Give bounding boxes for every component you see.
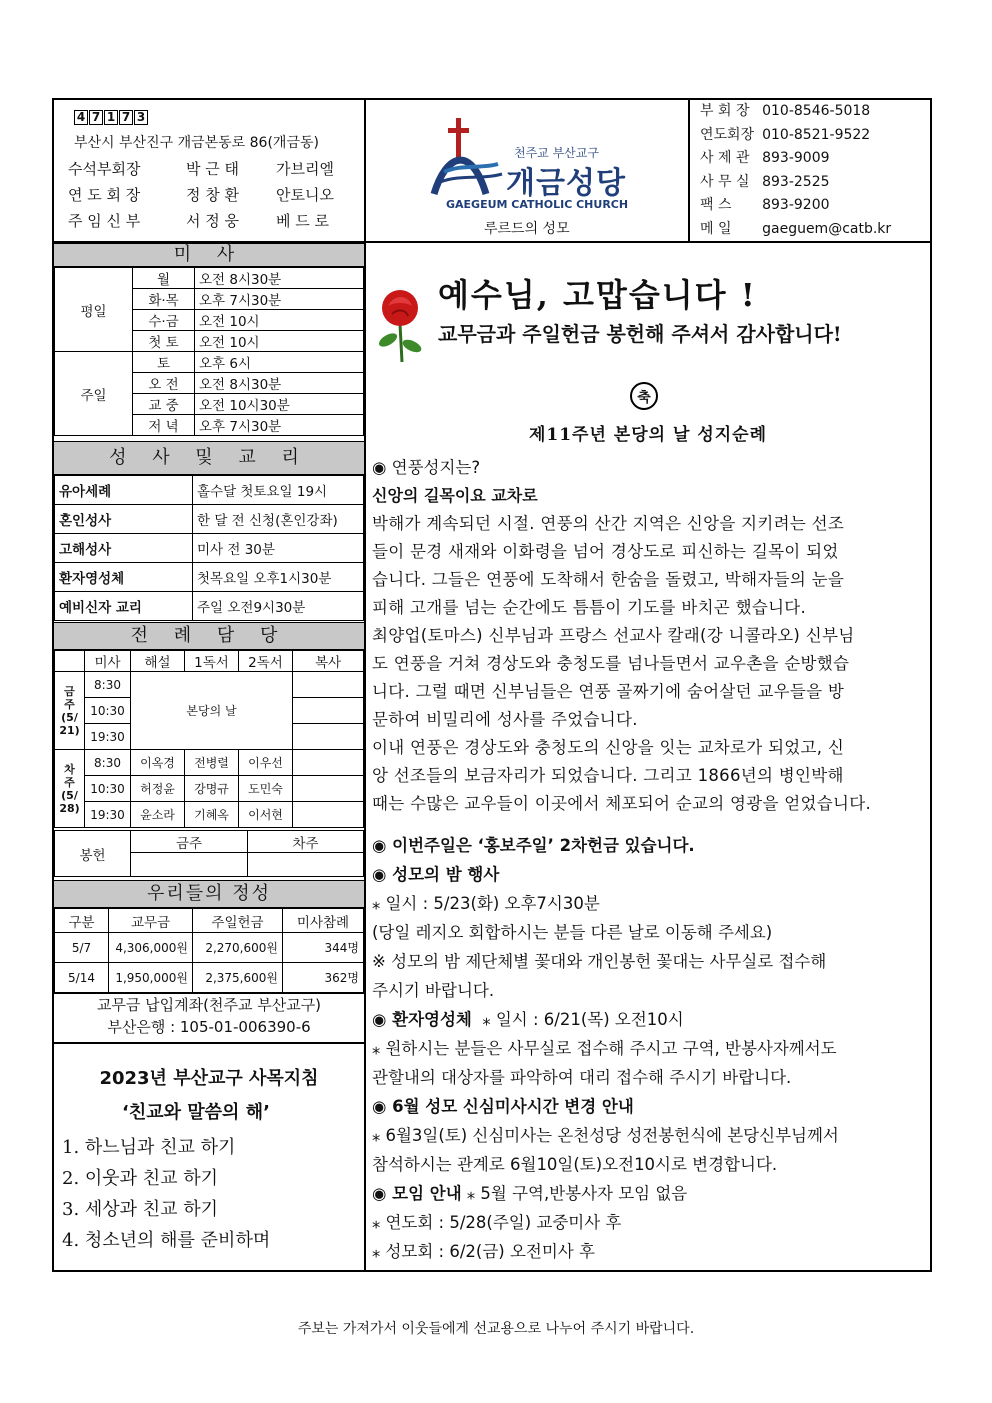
contact-row: 연도회장 010-8521-9522 bbox=[700, 126, 871, 143]
guideline-list bbox=[62, 1132, 270, 1256]
article bbox=[372, 454, 871, 818]
church-logo-icon bbox=[426, 114, 506, 204]
liturgy-section-title: 전 례 담 당 bbox=[54, 622, 364, 650]
rose-icon bbox=[372, 284, 428, 364]
officer-row: 연 도 회 장 정 창 환 안토니오 bbox=[68, 186, 334, 204]
contact-row: 부 회 장 010-8546-5018 bbox=[700, 103, 871, 119]
guideline-item: 3. 세상과 친교 하기 bbox=[62, 1199, 219, 1220]
notice-mass-change: ◉ 6월 성모 신심미사시간 변경 안내 bbox=[372, 1097, 634, 1116]
logo-subtitle: 루르드의 성모 bbox=[484, 221, 570, 237]
offering-row: 5/14 1,950,000원 2,375,600원 362명 bbox=[55, 963, 364, 993]
guideline-title: 2023년 부산교구 사목지침 bbox=[99, 1068, 319, 1089]
this-week-note: 본당의 날 bbox=[131, 672, 293, 750]
flowers-label: 봉헌 bbox=[55, 831, 131, 877]
guideline-item: 4. 청소년의 해를 준비하며 bbox=[62, 1230, 271, 1251]
church-logo bbox=[366, 100, 688, 240]
offering-row: 5/7 4,306,000원 2,270,600원 344명 bbox=[55, 933, 364, 963]
bulletin-frame bbox=[52, 98, 932, 1272]
header-divider bbox=[688, 100, 690, 242]
guideline-item: 1. 하느님과 친교 하기 bbox=[62, 1137, 236, 1158]
sunday-label: 주일 bbox=[55, 352, 133, 436]
mass-section-title: 미 사 bbox=[54, 243, 364, 267]
church-address: 부산시 부산진구 개금본동로 86(개금동) bbox=[74, 135, 319, 151]
sacraments-section-title: 성 사 및 교 리 bbox=[54, 441, 364, 475]
guideline-theme: ‘친교와 말씀의 해’ bbox=[122, 1102, 270, 1123]
article-question: ◉ 연풍성지는? bbox=[372, 458, 481, 477]
account-number: 부산은행 : 105-01-006390-6 bbox=[107, 1018, 311, 1036]
account-title: 교무금 납입계좌(천주교 부산교구) bbox=[96, 996, 322, 1014]
zip-code: 4 7 1 7 3 bbox=[74, 106, 149, 125]
contact-row: 사 무 실 893-2525 bbox=[700, 173, 830, 190]
pilgrimage-title: 제11주년 본당의 날 성지순례 bbox=[528, 425, 768, 445]
account-bottom-rule bbox=[54, 1042, 364, 1044]
notices: ◉ 이번주일은 ‘홍보주일’ 2차헌금 있습니다. ◉ 성모의 밤 행사 ⁎ 일시 : 5/23(화) 오후7시30분 (당일 레지오 회합하시는 분들 다른 날로 이동해 주세요) ※ 성모의 밤 제단체별 꽃대와 개인봉헌 꽃대는 사무실로 접수해 주시기 바랍니다. ◉ 환자영성체 ⁎ 일시 : 6/21(목) 오전10시 ⁎ 원하시는 분들은 사무실로 접수해 주시고 구역, 반봉사자께서도 관할내의 대상자를 파악하여 대리 접수해 주시기 바랍니다. ◉ 6월 성모 신심미사시간 변경 안내 ⁎ 6월3일(토) 신심미사는 온천성당 성전봉헌식에 본당신부님께서 참석하시는 관계로 6월10일(토)오전10시로 변경합니다. ◉ 모임 안내 ⁎ 5월 구역,반봉사자 모임 없음 ⁎ 연도회 : 5/28(주일) 교중미사 후 ⁎ 성모회 : 6/2(금) 오전미사 후 bbox=[372, 831, 839, 1266]
logo-name: 개금성당 bbox=[506, 166, 626, 201]
offerings-table: 구분 교무금 주일헌금 미사참례 5/7 4,306,000원 2,270,600원 344명 5/14 1,950,000원 2,375,600원 362명 bbox=[54, 908, 364, 993]
mass-table: 평일 월 오전 8시30분 화·목 오후 7시30분 수·금 오전 10시 첫 토 오전 10시 주일 토 오후 6시 오 전 오전 8시30분 교 중 오전 10시30분 저 녁 오후 7시30분 bbox=[54, 267, 364, 436]
officer-row: 주 임 신 부 서 정 웅 베 드 로 bbox=[68, 212, 330, 230]
footer-note: 주보는 가져가서 이웃들에게 선교용으로 나누어 주시기 바랍니다. bbox=[297, 1321, 695, 1337]
offerings-section-title: 우리들의 정성 bbox=[54, 880, 364, 908]
column-divider bbox=[364, 100, 366, 1272]
thanks-subtitle: 교무금과 주일헌금 봉헌해 주셔서 감사합니다! bbox=[438, 322, 842, 346]
thanks-title: 예수님, 고맙습니다 ! bbox=[438, 276, 757, 314]
contact-row: 팩 스 893-9200 bbox=[700, 197, 830, 213]
notice-second-collection: ◉ 이번주일은 ‘홍보주일’ 2차헌금 있습니다. bbox=[372, 836, 695, 855]
sacraments-table: 유아세례 홀수달 첫토요일 19시 혼인성사 한 달 전 신청(혼인강좌) 고해성사 미사 전 30분 환자영성체 첫목요일 오후1시30분 예비신자 교리 주일 오전9시30분 bbox=[54, 475, 364, 621]
next-week-label: 차 주 (5/ 28) bbox=[55, 750, 85, 828]
logo-diocese: 천주교 부산교구 bbox=[514, 146, 599, 160]
officer-row: 수석부회장 박 근 태 가브리엘 bbox=[68, 160, 334, 178]
liturgy-table: 미사 해설 1독서 2독서 복사 금 주 (5/ 21) 8:30 본당의 날 10:30 19:30 차 주 (5/ 28) 8:30 이옥경 전병렬 이우선 10:30 허정윤 강명규 도민숙 19:30 윤소라 기혜옥 이서현 bbox=[54, 650, 364, 828]
notice-meeting: ◉ 모임 안내 ⁎ 5월 구역,반봉사자 모임 없음 bbox=[372, 1184, 688, 1203]
officers-list bbox=[68, 156, 334, 234]
this-week-label: 금 주 (5/ 21) bbox=[55, 672, 85, 750]
article-paragraph: 박해가 계속되던 시절. 연풍의 산간 지역은 신앙을 지키려는 선조 들이 문경 새재와 이화령을 넘어 경상도로 피신하는 길목이 되었 습니다. 그들은 연풍에 도착해서 한숨을 돌렸고, 박해자들의 눈을 피해 고개를 넘는 순간에도 틈틈이 기도를 바치곤 했습니다. 최양업(토마스) 신부님과 프랑스 선교사 칼래(강 니콜라오) 신부님 도 연풍을 거쳐 경상도와 충청도를 넘나들면서 교우촌을 순방했습 니다. 그럴 때면 신부님들은 연풍 골짜기에 숨어살던 교우들을 방 문하여 비밀리에 성사를 주었습니다. 이내 연풍은 경상도와 충청도의 신앙을 잇는 교차로가 되었고, 신 앙 선조들의 보금자리가 되었습니다. 그리고 1866년의 병인박해 때는 수많은 교우들이 이곳에서 체포되어 순교의 영광을 얻었습니다. bbox=[372, 514, 872, 813]
contact-row: 사 제 관 893-9009 bbox=[700, 150, 830, 166]
contact-row: 메 일 gaeguem@catb.kr bbox=[700, 220, 892, 237]
notice-mary-night: ◉ 성모의 밤 행사 bbox=[372, 865, 500, 884]
guideline-item: 2. 이웃과 친교 하기 bbox=[62, 1168, 219, 1189]
flowers-table: 봉헌 금주 차주 bbox=[54, 830, 364, 877]
logo-english: GAEGEUM CATHOLIC CHURCH bbox=[446, 198, 629, 211]
celebration-badge: 축 bbox=[630, 382, 658, 410]
article-subheading: 신앙의 길목이요 교차로 bbox=[372, 486, 538, 505]
weekday-label: 평일 bbox=[55, 268, 133, 352]
contact-table bbox=[696, 100, 895, 241]
notice-communion: ◉ 환자영성체 ⁎ 일시 : 6/21(목) 오전10시 bbox=[372, 1010, 684, 1029]
